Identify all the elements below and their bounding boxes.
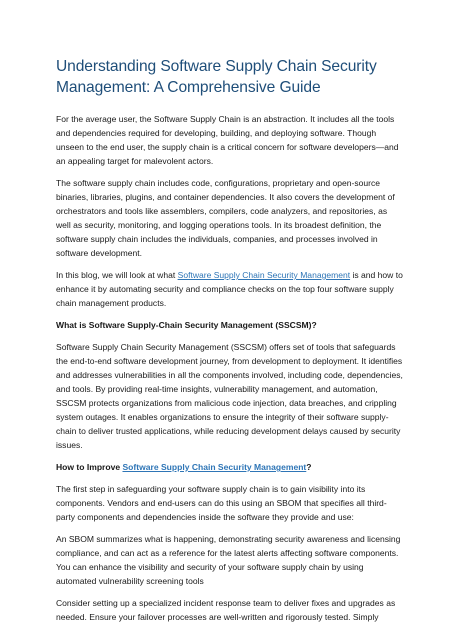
- title-line-2: Management: A Comprehensive Guide: [56, 79, 321, 96]
- paragraph-supply-chain-components: The software supply chain includes code, configurations, proprietary and open-source binaries, libraries, plugins, and container dependencies. It also covers the development of orchestrators and tools like assemblers, compilers, code analyzers, and repositories, as well as security, monitoring, and logging operations tools. In its broadest definition, the software supply chain includes the individuals, companies, and processes involved in software development.: [56, 178, 395, 258]
- paragraph-sscsm-definition: Software Supply Chain Security Management (SSCSM) offers set of tools that safeguards the end-to-end software development journey, from development to deployment. It identifies and addresses vulnerabilities in all the components involved, including code, dependencies, and tools. By providing real-time insights, vulnerability management, and automation, SSCSM protects organizations from malicious code injection, data breaches, and crippling system outages. It enables organizations to ensure the integrity of their software supply-chain to deliver trusted applications, while reducing development delays caused by security issues.: [56, 342, 403, 450]
- paragraph-visibility: The first step in safeguarding your software supply chain is to gain visibility into its components. Vendors and end-users can do this using an SBOM that specifies all third-party components and dependencies inside the software they provide and use:: [56, 484, 387, 522]
- section-heading-how-to-improve: [56, 460, 404, 474]
- heading-text: How to Improve: [56, 462, 123, 472]
- heading-text: ?: [306, 462, 312, 472]
- paragraph-blog-overview: [56, 268, 404, 310]
- section-heading-what-is-sscsm: What is Software Supply-Chain Security Management (SSCSM)?: [56, 320, 317, 330]
- paragraph-incident-response: Consider setting up a specialized incident response team to deliver fixes and upgrades as needed. Ensure your failover processes are well-written and rigorously tested. Simply: [56, 598, 396, 622]
- paragraph-sbom: An SBOM summarizes what is happening, demonstrating security awareness and licensing compliance, and can act as a reference for the latest alerts affecting software components. You can enhance the visibility and security of your software supply chain by using automated vulnerability screening tools: [56, 534, 401, 586]
- paragraph-text: In this blog, we will look at what: [56, 270, 178, 280]
- paragraph-text: is and how to enhance it by automating security and compliance checks on the top four software supply chain management products.: [56, 270, 403, 308]
- sscsm-heading-link[interactable]: Software Supply Chain Security Management: [122, 462, 307, 472]
- sscsm-link[interactable]: Software Supply Chain Security Management: [177, 270, 351, 280]
- document-page: [56, 56, 404, 632]
- document-title: [56, 56, 404, 98]
- title-line-1: Understanding Software Supply Chain Security: [56, 58, 377, 75]
- paragraph-intro: For the average user, the Software Supply Chain is an abstraction. It includes all the tools and dependencies required for developing, building, and deploying software. Though unseen to the end user, the supply chain is a critical concern for software developers—and an appealing target for malevolent actors.: [56, 114, 399, 166]
